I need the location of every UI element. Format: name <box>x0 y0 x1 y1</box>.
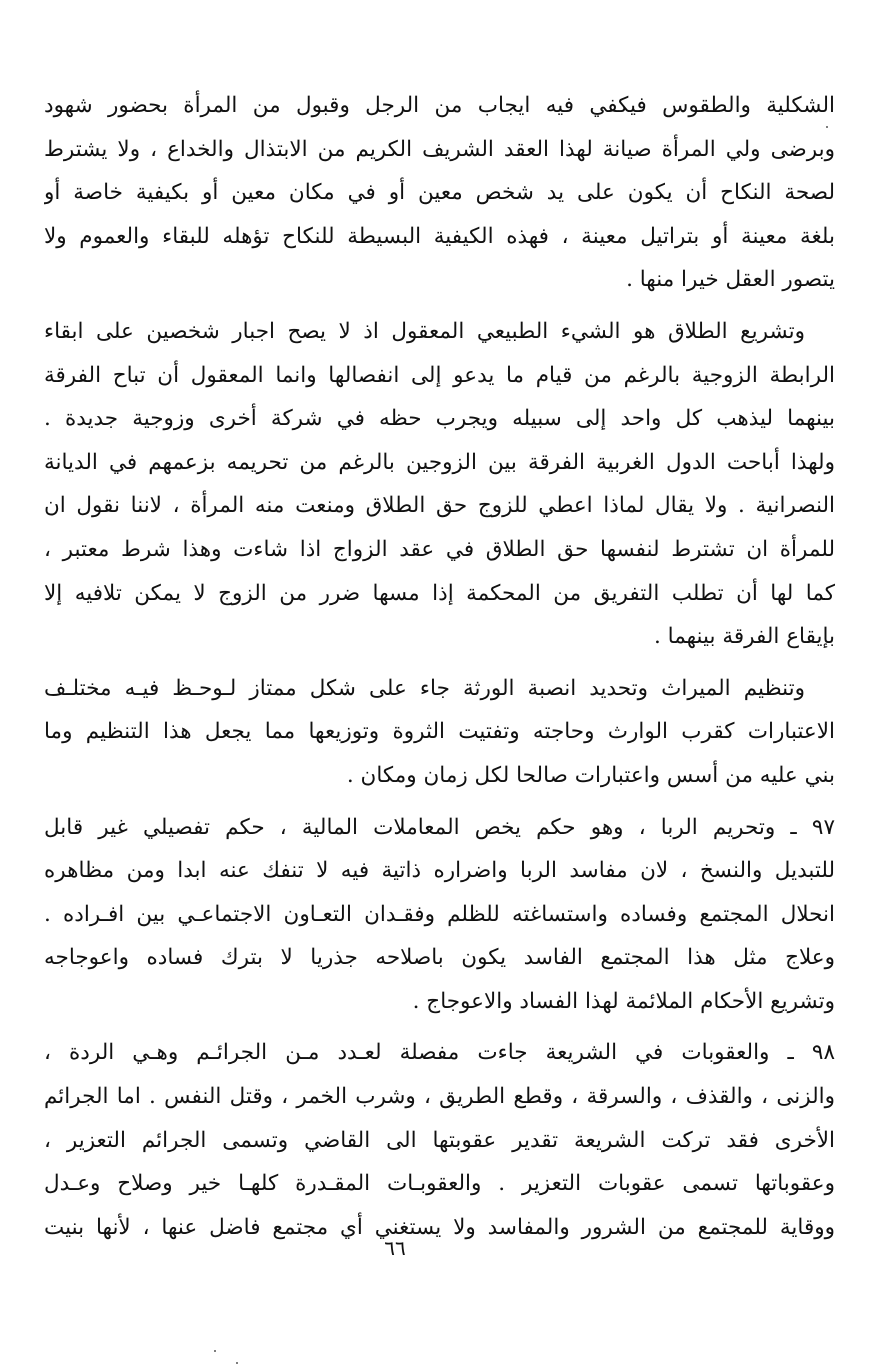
text-line: وبرضى ولي المرأة صيانة لهذا العقد الشريف الكريم من الابتذال والخداع ، ولا يشترط <box>44 136 835 162</box>
text-line: وتنظيم الميراث وتحديد انصبة الورثة جاء على شكل ممتاز لـوحـظ فيـه مختلـف <box>44 675 805 701</box>
text-line: وعقوباتها تسمى عقوبات التعزير . والعقوبـات المقـدرة كلهـا خير وصلاح وعـدل <box>44 1171 835 1197</box>
text-line: للتبديل والنسخ ، لان مفاسد الربا واضراره ذاتية فيه لا تنفك عنه ابدا ومن مظاهره <box>44 858 835 884</box>
text-line: ووقاية للمجتمع من الشرور والمفاسد ولا يستغني أي مجتمع فاضل عنها ، لأنها بنيت <box>44 1214 835 1240</box>
text-line: كما لها أن تطلب التفريق من المحكمة إذا مسها ضرر من الزوج لا يمكن تلافيه إلا <box>44 580 835 606</box>
text-line: وتشريع الطلاق هو الشيء الطبيعي المعقول اذ لا يصح اجبار شخصين على ابقاء <box>44 318 805 344</box>
text-line: الرابطة الزوجية بالرغم من قيام ما يدعو إلى انفصالها وانما المعقول أن تباح الفرقة <box>44 362 835 388</box>
scan-speck <box>826 126 828 128</box>
text-line: وتشريع الأحكام الملائمة لهذا الفساد والاعوجاج . <box>412 988 835 1014</box>
body-text <box>44 84 835 1249</box>
text-line: الشكلية والطقوس فيكفي فيه ايجاب من الرجل وقبول من المرأة بحضور شهود <box>44 93 835 118</box>
paragraph-3 <box>44 667 835 798</box>
text-line: الاعتبارات كقرب الوارث وحاجته وتفتيت الثروة وتوزيعها مما يجعل هذا التنظيم وما <box>44 719 835 745</box>
text-line: وعلاج مثل هذا المجتمع الفاسد يكون باصلاحه جذريا لا بترك فساده واعوجاجه <box>44 945 835 971</box>
text-line: انحلال المجتمع وفساده واستساغته للظلم وفقـدان التعـاون الاجتماعـي بين افـراده . <box>44 901 835 927</box>
paragraph-2 <box>44 310 835 659</box>
text-line: للمرأة ان تشترط لنفسها حق الطلاق في عقد الزواج اذا شاءت وهذا شرط معتبر ، <box>44 536 835 562</box>
text-line: بلغة معينة أو بتراتيل معينة ، فهذه الكيفية البسيطة للنكاح تؤهله للبقاء والعموم ولا <box>44 223 835 249</box>
text-line: بني عليه من أسس واعتبارات صالحا لكل زمان ومكان . <box>346 762 835 788</box>
text-line: بإيقاع الفرقة بينهما . <box>653 624 835 650</box>
text-line: الأخرى فقد تركت الشريعة تقدير عقوبتها الى القاضي وتسمى الجرائم التعزير ، <box>44 1127 835 1153</box>
paragraph-4 <box>44 806 835 1024</box>
text-line: النصرانية . ولا يقال لماذا اعطي للزوج حق الطلاق ومنعت منه المرأة ، لاننا نقول ان <box>44 493 835 519</box>
text-line: ٩٨ ـ والعقوبات في الشريعة جاءت مفصلة لعـدد مـن الجرائـم وهـي الردة ، <box>44 1040 835 1066</box>
page-number: ٦٦ <box>384 1236 406 1260</box>
text-line: ٩٧ ـ وتحريم الربا ، وهو حكم يخص المعاملات المالية ، حكم تفصيلي غير قابل <box>44 814 835 840</box>
text-line: بينهما ليذهب كل واحد إلى سبيله ويجرب حظه في شركة أخرى وزوجية جديدة . <box>44 406 835 432</box>
text-line: والزنى ، والقذف ، والسرقة ، وقطع الطريق ، وشرب الخمر ، وقتل النفس . اما الجرائم <box>44 1084 835 1110</box>
paragraph-5 <box>44 1031 835 1249</box>
scan-speck <box>214 1350 216 1352</box>
text-line: لصحة النكاح أن يكون على يد شخص معين أو في مكان معين أو بكيفية خاصة أو <box>44 180 835 206</box>
paragraph-1 <box>44 84 835 302</box>
text-line: ولهذا أباحت الدول الغربية الفرقة بين الزوجين بالرغم من تحريمه بزعمهم في الديانة <box>44 449 835 475</box>
text-line: يتصور العقل خيرا منها . <box>626 267 835 293</box>
scan-speck <box>236 1362 238 1364</box>
